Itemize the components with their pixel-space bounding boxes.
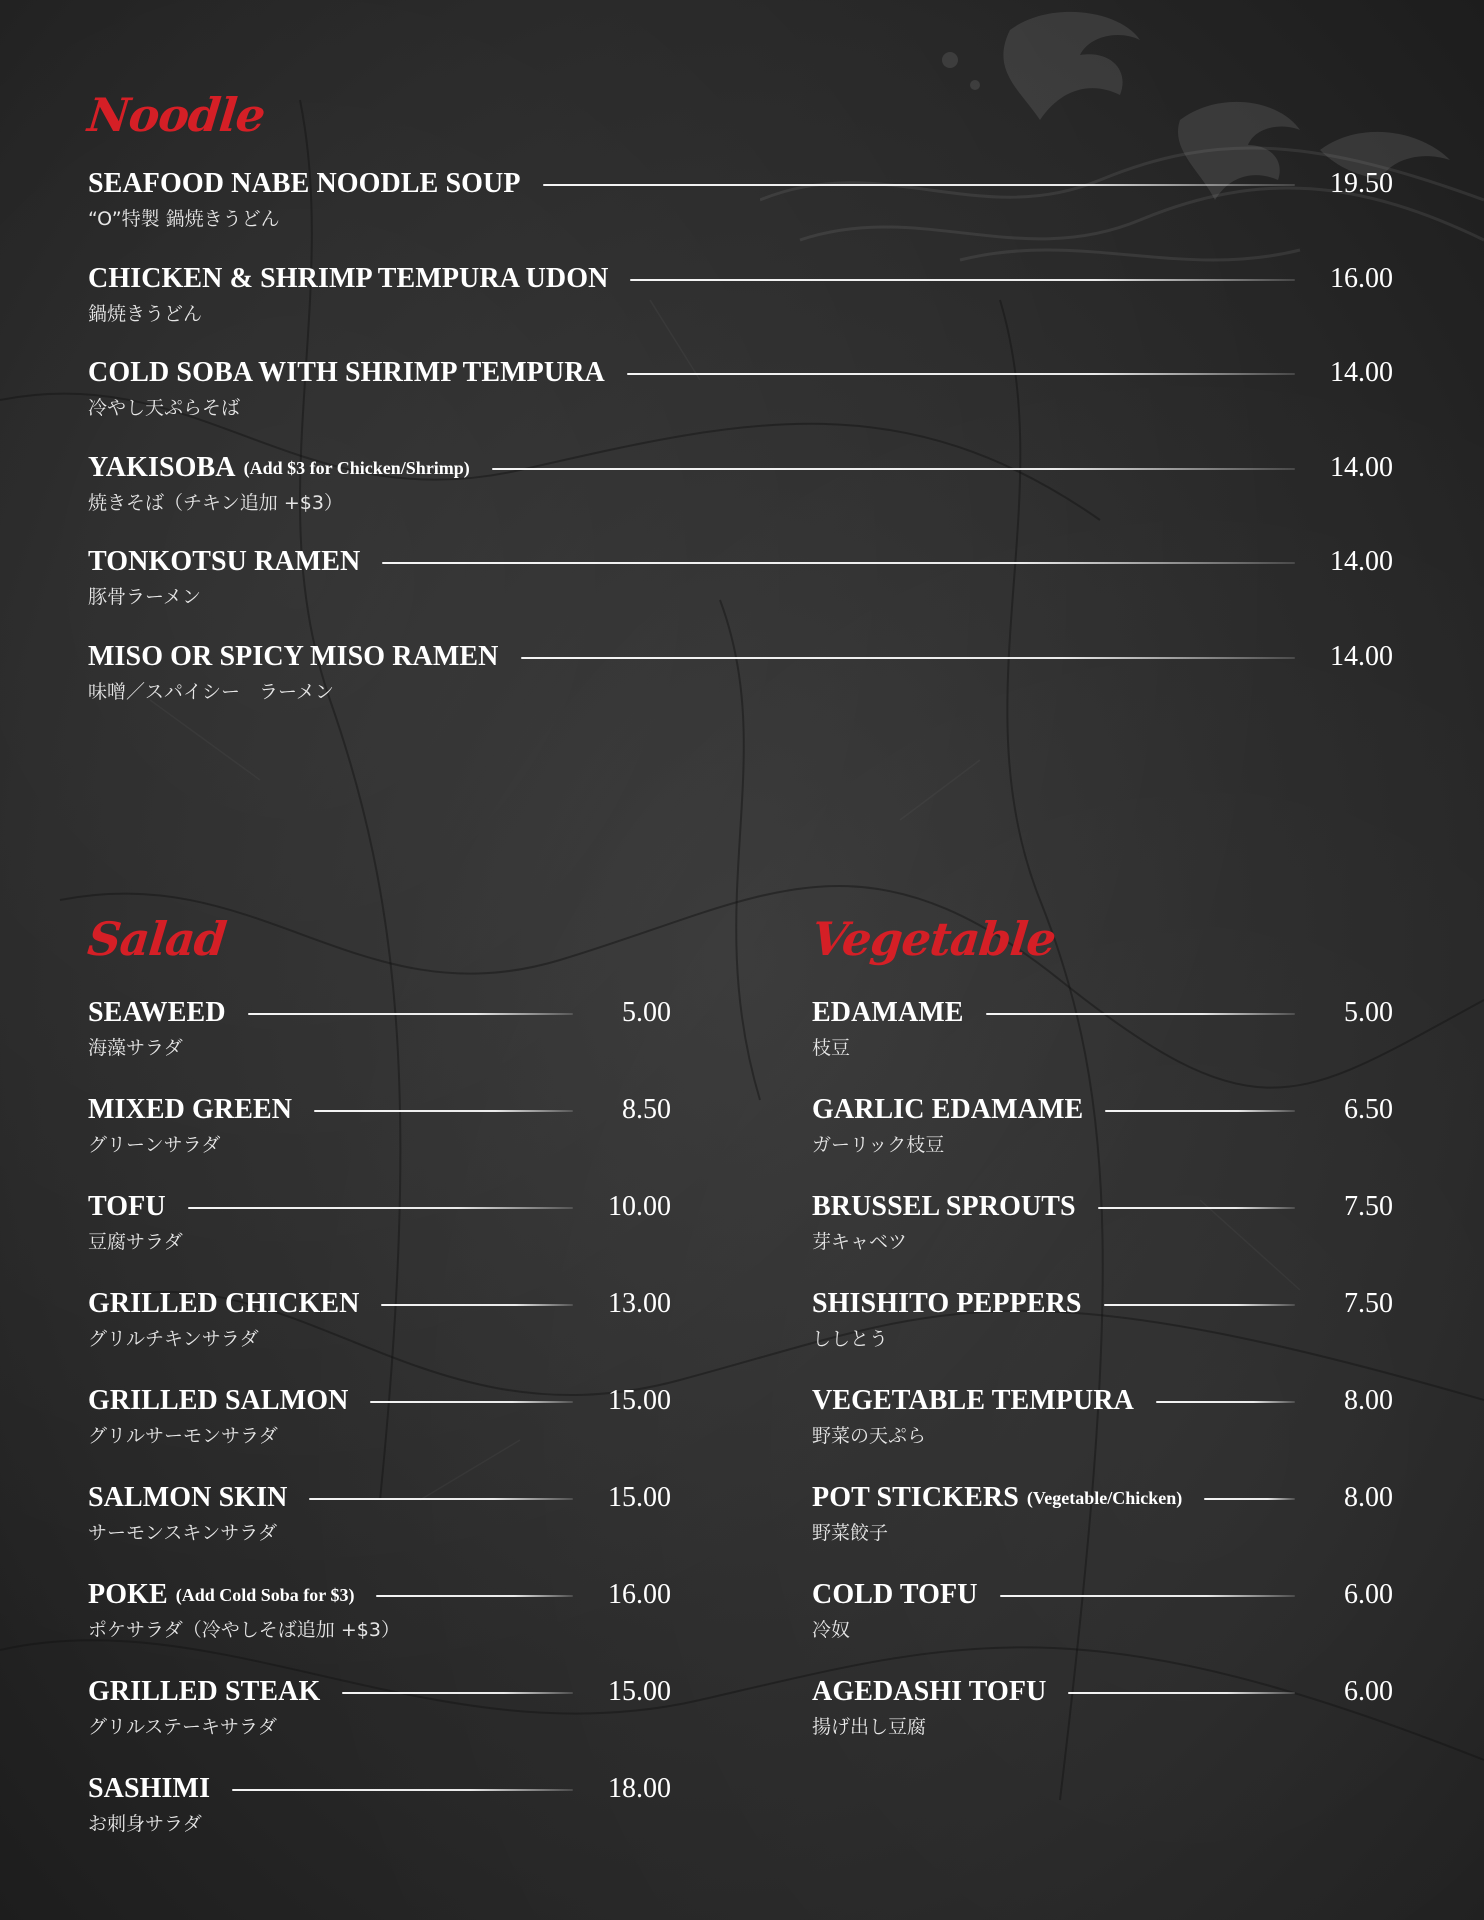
menu-item [812, 1482, 1393, 1572]
leader-line [1098, 1207, 1295, 1209]
menu-item [88, 1482, 671, 1572]
item-japanese-name: サーモンスキンサラダ [88, 1522, 278, 1544]
leader-line [543, 184, 1295, 186]
item-japanese-name: “O”特製 鍋焼きうどん [88, 208, 280, 230]
item-price: 14.00 [1330, 357, 1393, 388]
menu-item [88, 1676, 671, 1766]
item-price: 14.00 [1330, 546, 1393, 577]
leader-line [248, 1013, 573, 1015]
leader-line [1104, 1304, 1295, 1306]
item-name: CHICKEN & SHRIMP TEMPURA UDON [88, 263, 609, 294]
section-title-vegetable: Vegetable [809, 912, 1058, 966]
item-japanese-name: 味噌／スパイシー ラーメン [88, 681, 335, 703]
menu-item [88, 546, 1393, 636]
item-price: 6.00 [1344, 1579, 1393, 1610]
item-name: TOFU [88, 1191, 166, 1222]
item-price: 7.50 [1344, 1288, 1393, 1319]
menu-item [88, 1385, 671, 1475]
item-price: 6.00 [1344, 1676, 1393, 1707]
item-price: 10.00 [608, 1191, 671, 1222]
item-price: 14.00 [1330, 452, 1393, 483]
item-name: SEAFOOD NABE NOODLE SOUP [88, 168, 521, 199]
item-japanese-name: 野菜の天ぷら [812, 1425, 927, 1447]
item-name: SHISHITO PEPPERS [812, 1288, 1082, 1319]
leader-line [188, 1207, 573, 1209]
item-japanese-name: 揚げ出し豆腐 [812, 1716, 927, 1738]
leader-line [376, 1595, 573, 1597]
item-price: 15.00 [608, 1676, 671, 1707]
item-name: SASHIMI [88, 1773, 211, 1804]
section-title-salad: Salad [85, 912, 229, 966]
leader-line [382, 562, 1295, 564]
item-name: GRILLED SALMON [88, 1385, 349, 1416]
item-name: SEAWEED [88, 997, 226, 1028]
menu-item [812, 1191, 1393, 1281]
item-name: BRUSSEL SPROUTS [812, 1191, 1076, 1222]
item-price: 6.50 [1344, 1094, 1393, 1125]
item-japanese-name: グリルステーキサラダ [88, 1716, 277, 1738]
item-name: GRILLED STEAK [88, 1676, 321, 1707]
menu-item [812, 1676, 1393, 1766]
leader-line [627, 373, 1295, 375]
leader-line [342, 1692, 573, 1694]
item-name: GRILLED CHICKEN [88, 1288, 360, 1319]
item-price: 15.00 [608, 1385, 671, 1416]
item-japanese-name: 芽キャベツ [812, 1231, 908, 1253]
item-japanese-name: 冷やし天ぷらそば [88, 397, 241, 419]
menu-item [812, 1385, 1393, 1475]
menu-item [88, 452, 1393, 542]
item-name: MISO OR SPICY MISO RAMEN [88, 641, 499, 672]
item-japanese-name: グリルチキンサラダ [88, 1328, 259, 1350]
item-japanese-name: 焼きそば（チキン追加 +$3） [88, 492, 343, 514]
leader-line [1156, 1401, 1295, 1403]
item-japanese-name: お刺身サラダ [88, 1813, 202, 1835]
item-japanese-name: グリルサーモンサラダ [88, 1425, 278, 1447]
item-japanese-name: 冷奴 [812, 1619, 851, 1641]
menu-item [88, 997, 671, 1087]
item-japanese-name: 海藻サラダ [88, 1037, 183, 1059]
item-japanese-name: 枝豆 [812, 1037, 851, 1059]
item-price: 14.00 [1330, 641, 1393, 672]
menu-item [88, 1773, 671, 1863]
item-price: 13.00 [608, 1288, 671, 1319]
item-name: VEGETABLE TEMPURA [812, 1385, 1134, 1416]
item-japanese-name: ガーリック枝豆 [812, 1134, 945, 1156]
item-name: POT STICKERS [812, 1482, 1019, 1513]
item-price: 19.50 [1330, 168, 1393, 199]
item-name: AGEDASHI TOFU [812, 1676, 1047, 1707]
item-note: (Vegetable/Chicken) [1026, 1487, 1183, 1508]
menu-item [812, 1094, 1393, 1184]
item-japanese-name: 豚骨ラーメン [88, 586, 202, 608]
item-price: 8.00 [1344, 1385, 1393, 1416]
leader-line [1105, 1110, 1295, 1112]
item-name: SALMON SKIN [88, 1482, 288, 1513]
item-japanese-name: ししとう [812, 1328, 889, 1350]
item-price: 5.00 [622, 997, 671, 1028]
menu-item [88, 1579, 671, 1669]
menu-item [812, 1288, 1393, 1378]
item-japanese-name: 豆腐サラダ [88, 1231, 183, 1253]
item-japanese-name: 野菜餃子 [812, 1522, 889, 1544]
item-japanese-name: グリーンサラダ [88, 1134, 221, 1156]
item-price: 15.00 [608, 1482, 671, 1513]
item-price: 16.00 [608, 1579, 671, 1610]
menu-item [812, 997, 1393, 1087]
item-name: COLD TOFU [812, 1579, 978, 1610]
item-name: GARLIC EDAMAME [812, 1094, 1084, 1125]
item-price: 18.00 [608, 1773, 671, 1804]
item-name: EDAMAME [812, 997, 964, 1028]
item-name: YAKISOBA [88, 452, 236, 483]
leader-line [309, 1498, 573, 1500]
leader-line [232, 1789, 573, 1791]
leader-line [381, 1304, 573, 1306]
item-note: (Add $3 for Chicken/Shrimp) [243, 457, 470, 478]
item-japanese-name: 鍋焼きうどん [88, 303, 203, 325]
item-name: TONKOTSU RAMEN [88, 546, 361, 577]
menu-item [88, 1094, 671, 1184]
item-name: MIXED GREEN [88, 1094, 293, 1125]
menu-item [88, 168, 1393, 258]
leader-line [314, 1110, 573, 1112]
leader-line [1204, 1498, 1295, 1500]
item-price: 7.50 [1344, 1191, 1393, 1222]
menu-item [812, 1579, 1393, 1669]
menu-item [88, 641, 1393, 731]
leader-line [521, 657, 1296, 659]
leader-line [986, 1013, 1295, 1015]
leader-line [1068, 1692, 1295, 1694]
leader-line [1000, 1595, 1295, 1597]
section-title-noodle: Noodle [85, 88, 268, 142]
leader-line [630, 279, 1295, 281]
item-price: 5.00 [1344, 997, 1393, 1028]
item-japanese-name: ポケサラダ（冷やしそば追加 +$3） [88, 1619, 400, 1641]
leader-line [492, 468, 1295, 470]
item-price: 16.00 [1330, 263, 1393, 294]
leader-line [370, 1401, 573, 1403]
item-price: 8.00 [1344, 1482, 1393, 1513]
menu-item [88, 1191, 671, 1281]
item-name: COLD SOBA WITH SHRIMP TEMPURA [88, 357, 605, 388]
menu-item [88, 1288, 671, 1378]
menu-item [88, 357, 1393, 447]
item-note: (Add Cold Soba for $3) [175, 1584, 355, 1605]
item-name: POKE [88, 1579, 168, 1610]
item-price: 8.50 [622, 1094, 671, 1125]
menu-item [88, 263, 1393, 353]
